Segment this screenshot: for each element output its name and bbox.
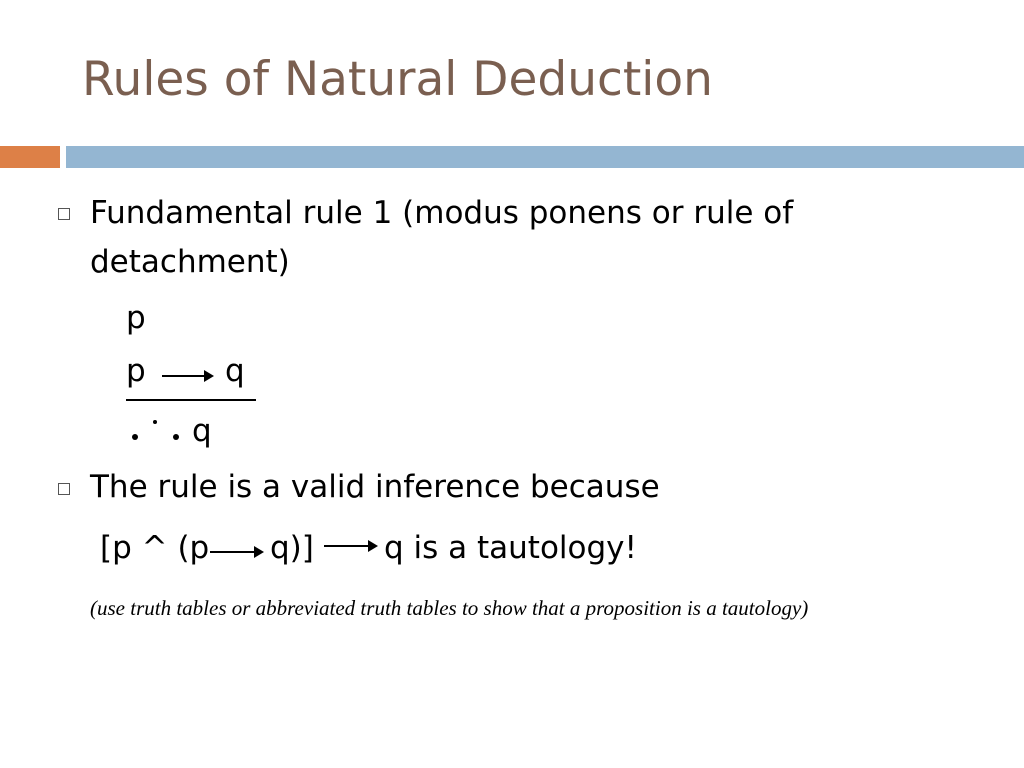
therefore-icon xyxy=(130,414,182,444)
right-arrow-icon xyxy=(208,542,266,562)
inference-line xyxy=(126,399,256,401)
premise-1: p xyxy=(126,300,146,336)
right-arrow-icon xyxy=(322,536,380,556)
bullet-1-line-1: Fundamental rule 1 (modus ponens or rule of xyxy=(90,195,794,231)
accent-band-orange xyxy=(0,146,60,168)
bullet-2-line-1: The rule is a valid inference because xyxy=(90,469,660,505)
bullet-1-line-2: detachment) xyxy=(90,244,290,280)
tautology-part-1: [p ^ (p xyxy=(100,530,210,566)
accent-band-blue xyxy=(66,146,1024,168)
premise-2-right: q xyxy=(225,353,245,389)
square-bullet-icon xyxy=(58,208,70,220)
right-arrow-icon xyxy=(160,366,216,386)
slide-title: Rules of Natural Deduction xyxy=(82,52,713,107)
tautology-part-2: q)] xyxy=(270,530,314,566)
premise-2-left: p xyxy=(126,353,146,389)
tautology-part-3: q is a tautology! xyxy=(384,530,637,566)
truth-table-note: (use truth tables or abbreviated truth tables to show that a proposition is a tautology) xyxy=(90,596,809,620)
conclusion: q xyxy=(192,413,212,449)
square-bullet-icon xyxy=(58,483,70,495)
